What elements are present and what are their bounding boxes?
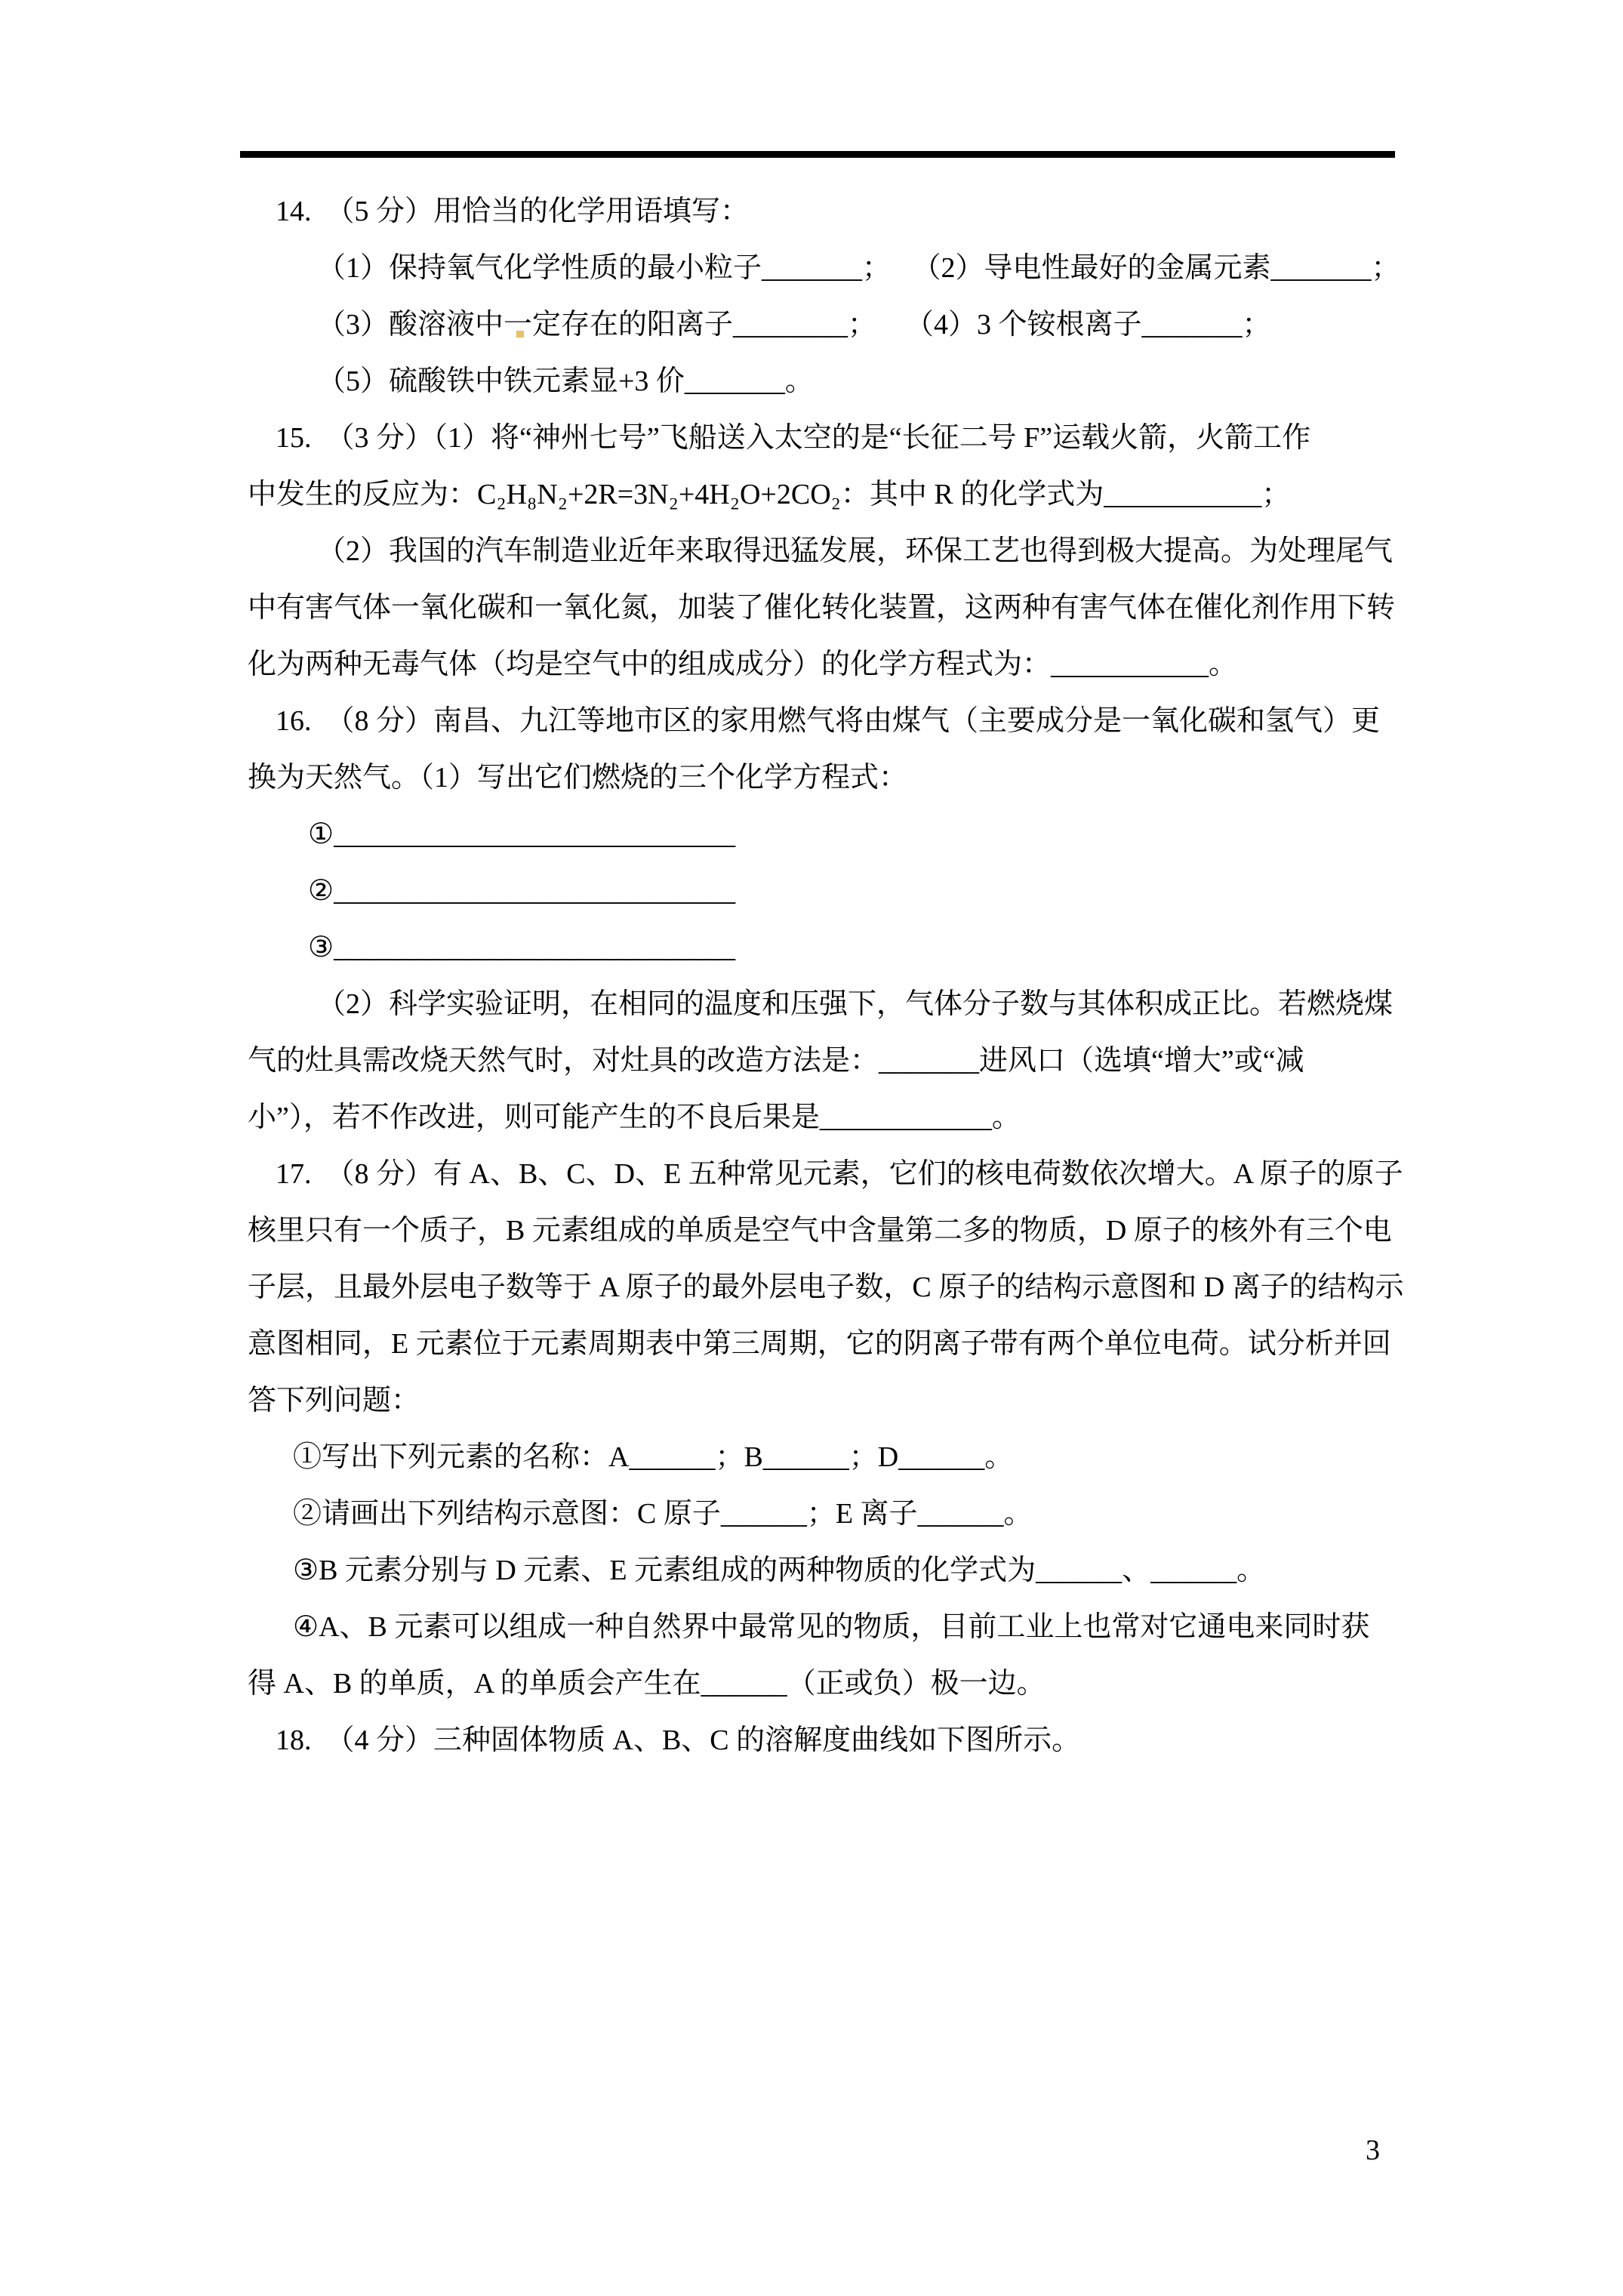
- question-15-item-2-cont-2: 化为两种无毒气体（均是空气中的组成成分）的化学方程式为：___________。: [248, 649, 1238, 680]
- question-16-blank-3: ③____________________________: [308, 932, 736, 963]
- question-18-header: 18. （4 分）三种固体物质 A、B、C 的溶解度曲线如下图所示。: [276, 1724, 1081, 1756]
- question-17-sub-4: ④A、B 元素可以组成一种自然界中最常见的物质，目前工业上也常对它通电来同时获: [293, 1611, 1370, 1643]
- question-15-item-2: （2）我国的汽车制造业近年来取得迅猛发展，环保工艺也得到极大提高。为处理尾气: [317, 535, 1394, 567]
- question-17-cont-3: 意图相同，E 元素位于元素周期表中第三周期，它的阴离子带有两个单位电荷。试分析并回: [248, 1328, 1391, 1360]
- question-14-item-5: （5）硫酸铁中铁元素显+3 价_______。: [317, 365, 814, 397]
- question-15-header: 15. （3 分）（1）将“神州七号”飞船送入太空的是“长征二号 F”运载火箭，火箭工作: [276, 422, 1311, 454]
- question-14-item-3-4: （3）酸溶液中一定存在的阳离子________； （4）3 个铵根离子_______；: [317, 309, 1271, 341]
- question-15-equation-line: 中发生的反应为：C₂H₈N₂+2R=3N₂+4H₂O+2CO₂：其中 R 的化学式为___________；: [248, 479, 1291, 510]
- question-17-sub-4-cont: 得 A、B 的单质，A 的单质会产生在______（正或负）极一边。: [248, 1668, 1046, 1700]
- question-17-cont-4: 答下列问题：: [248, 1385, 420, 1416]
- question-17-sub-1: ①写出下列元素的名称：A______；B______；D______。: [293, 1441, 1014, 1473]
- question-16-item-2: （2）科学实验证明，在相同的温度和压强下，气体分子数与其体积成正比。若燃烧煤: [317, 988, 1394, 1020]
- question-17-cont-2: 子层，且最外层电子数等于 A 原子的最外层电子数，C 原子的结构示意图和 D 离子的结构示: [248, 1271, 1404, 1303]
- question-17-sub-3: ③B 元素分别与 D 元素、E 元素组成的两种物质的化学式为______、______。: [293, 1555, 1266, 1586]
- question-16-item-2-cont-1: 气的灶具需改烧天然气时，对灶具的改造方法是：_______进风口（选填“增大”或“减: [248, 1045, 1304, 1077]
- question-16-cont: 换为天然气。（1）写出它们燃烧的三个化学方程式：: [248, 762, 908, 794]
- question-16-item-2-cont-2: 小”），若不作改进，则可能产生的不良后果是____________。: [248, 1102, 1021, 1133]
- question-16-blank-1: ①____________________________: [308, 818, 736, 850]
- question-16-header: 16. （8 分）南昌、九江等地市区的家用燃气将由煤气（主要成分是一氧化碳和氢气）更: [276, 705, 1381, 737]
- question-14-item-1-2: （1）保持氧气化学性质的最小粒子_______； （2）导电性最好的金属元素_______；: [317, 252, 1400, 284]
- page-number: 3: [1366, 2134, 1380, 2166]
- question-17-header: 17. （8 分）有 A、B、C、D、E 五种常见元素，它们的核电荷数依次增大。A 原子的原子: [276, 1158, 1403, 1190]
- question-15-item-2-cont-1: 中有害气体一氧化碳和一氧化氮，加装了催化转化装置，这两种有害气体在催化剂作用下转: [248, 592, 1396, 624]
- question-17-cont-1: 核里只有一个质子，B 元素组成的单质是空气中含量第二多的物质，D 原子的核外有三个电: [248, 1215, 1392, 1247]
- exam-body: [248, 183, 1403, 1769]
- question-17-sub-2: ②请画出下列结构示意图：C 原子______；E 离子______。: [293, 1498, 1033, 1530]
- header-rule: [240, 151, 1395, 158]
- question-14-header: 14. （5 分）用恰当的化学用语填写：: [276, 196, 750, 227]
- question-16-blank-2: ②____________________________: [308, 875, 736, 907]
